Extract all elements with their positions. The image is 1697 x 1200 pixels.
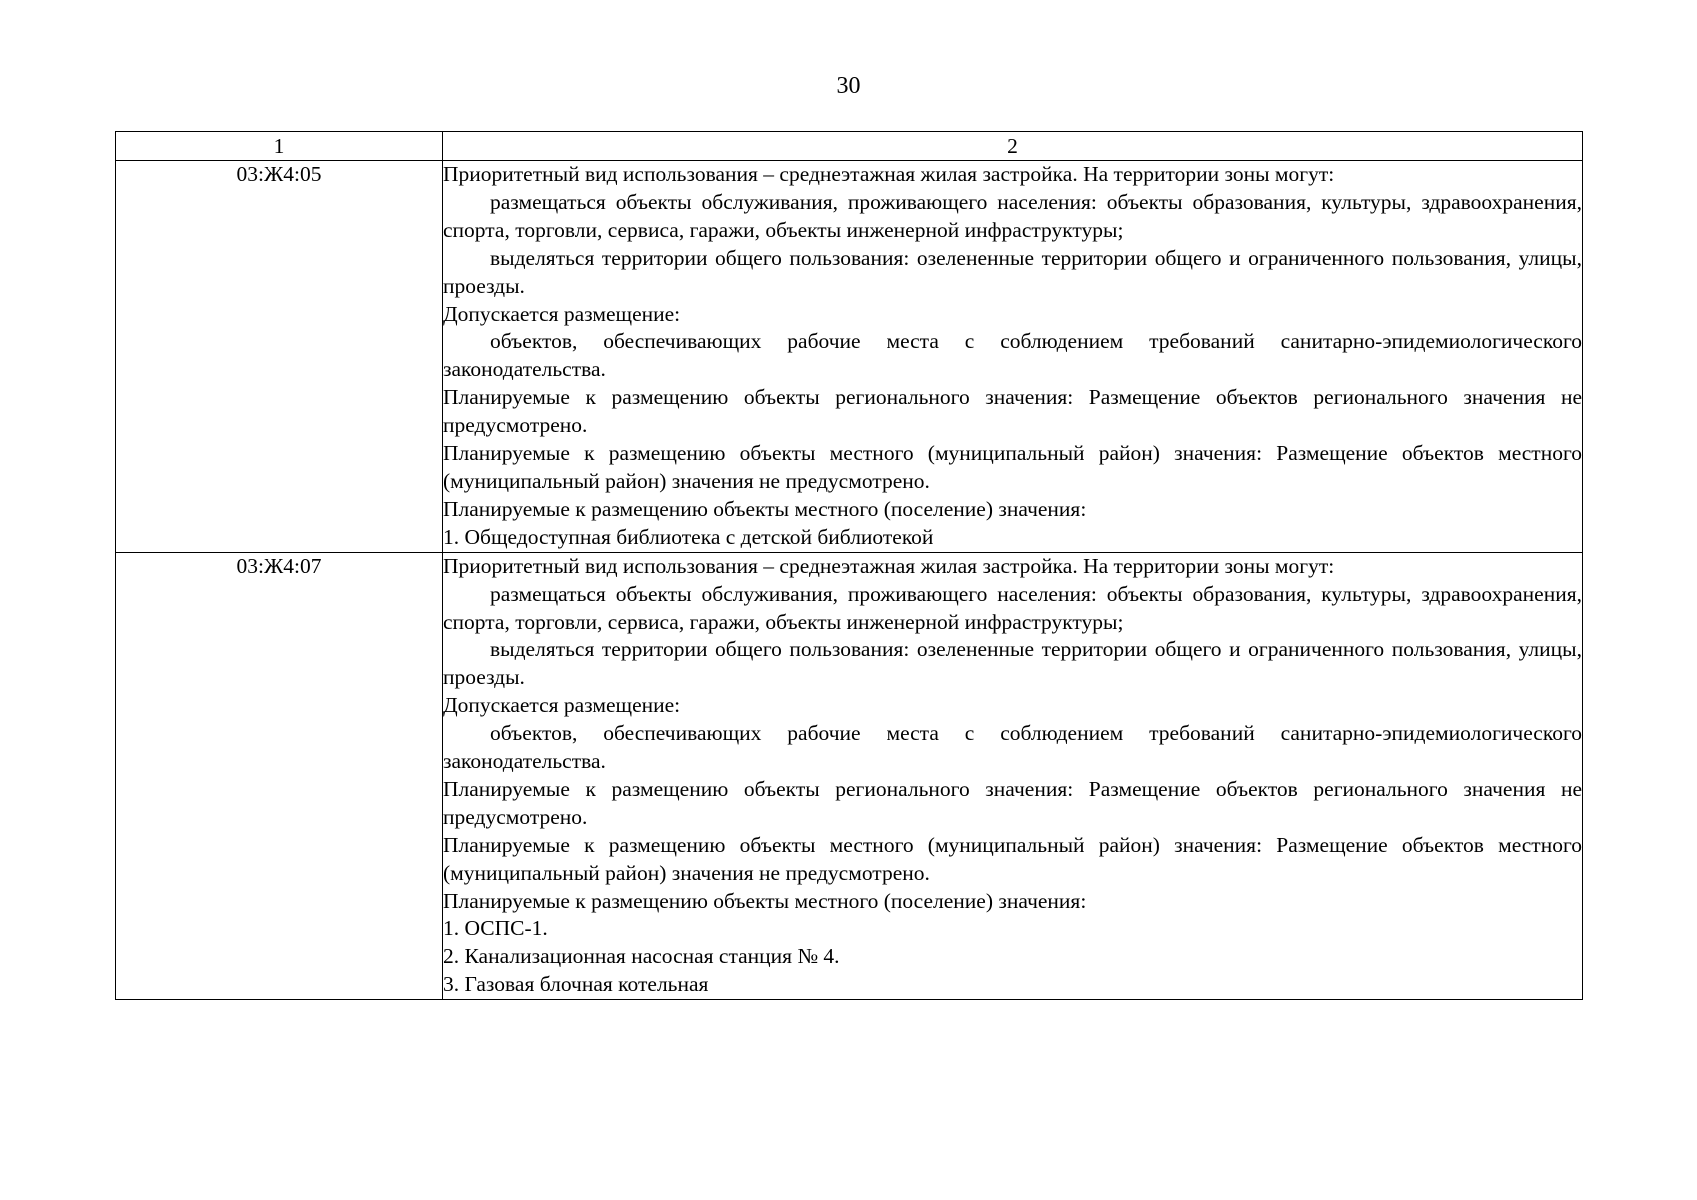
zone-paragraph: Планируемые к размещению объекты местного (муниципальный район) значения: Размещение объектов местного (муниципальный район) значения не предусмотрено. [443,832,1582,885]
zone-paragraph: выделяться территории общего пользования: озелененные территории общего и ограниченного пользования, улицы, проезды. [443,245,1582,298]
table-row [116,161,1583,553]
zone-paragraph: Приоритетный вид использования – среднеэтажная жилая застройка. На территории зоны могут: [443,162,1335,186]
zone-paragraph: Планируемые к размещению объекты регионального значения: Размещение объектов регионального значения не предусмотрено. [443,776,1582,829]
zone-paragraph: Планируемые к размещению объекты местного (муниципальный район) значения: Размещение объектов местного (муниципальный район) значения не предусмотрено. [443,441,1582,493]
zone-paragraph: Допускается размещение: [443,693,681,718]
zone-paragraph: размещаться объекты обслуживания, проживающего населения: объекты образования, культуры, здравоохранения, спорта, торговли, сервиса, гаражи, объекты инженерной инфраструктуры; [443,581,1582,634]
zone-list-item: 1. ОСПС-1. [443,916,548,941]
zone-paragraph: Планируемые к размещению объекты местного (поселение) значения: [443,496,1087,521]
zone-list-item: 1. Общедоступная библиотека с детской библиотекой [443,524,934,549]
zone-code-cell: 03:Ж4:05 [116,161,443,553]
zone-list-item: 3. Газовая блочная котельная [443,972,709,997]
table-row [116,552,1583,1000]
zone-description-cell [443,552,1583,1000]
zone-paragraph: объектов, обеспечивающих рабочие места с соблюдением требований санитарно-эпидемиологического законодательства. [443,329,1582,382]
zone-paragraph: Допускается размещение: [443,301,681,326]
zone-paragraph: Приоритетный вид использования – среднеэтажная жилая застройка. На территории зоны могут: [443,553,1335,578]
zones-table [115,131,1583,1000]
zone-description-cell [443,161,1583,553]
zone-list-item: 2. Канализационная насосная станция № 4. [443,944,840,969]
zone-paragraph: Планируемые к размещению объекты местного (поселение) значения: [443,888,1087,913]
page-number: 30 [836,73,861,99]
zone-code-cell: 03:Ж4:07 [116,552,443,1000]
zone-paragraph: выделяться территории общего пользования: озелененные территории общего и ограниченного пользования, улицы, проезды. [443,637,1582,690]
header-cell-2: 2 [443,132,1583,161]
zone-paragraph: размещаться объекты обслуживания, проживающего населения: объекты образования, культуры, здравоохранения, спорта, торговли, сервиса, гаражи, объекты инженерной инфраструктуры; [443,189,1582,242]
zone-paragraph: объектов, обеспечивающих рабочие места с соблюдением требований санитарно-эпидемиологического законодательства. [443,721,1582,774]
header-cell-1: 1 [116,132,443,161]
table-header-row [116,132,1583,161]
zone-paragraph: Планируемые к размещению объекты регионального значения: Размещение объектов регионального значения не предусмотрено. [443,385,1582,438]
